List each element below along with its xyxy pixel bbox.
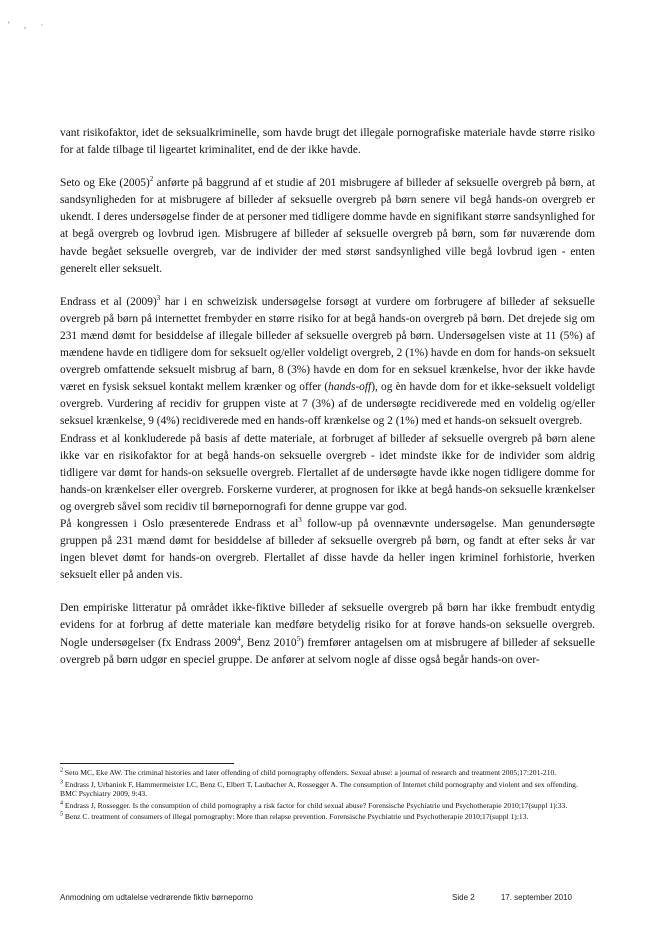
footnote-ref[interactable]: 3 — [298, 516, 302, 525]
emphasis-hands-off: hands-off — [328, 381, 372, 394]
footnote-divider — [60, 763, 234, 764]
paragraph-seto-eke: Seto og Eke $(2005)^2$ anførte på baggrund af et studie af 201 misbrugere af billeder af seksuelle overgreb på børn, at sandsynligheden for at misbrugere af billeder af seksuelle overgreb på børn senere vil begå hands-on overgreb er ukendt. I deres undersøgelse finder de at personer med tidligere domme havde en signifikant større sandsynlighed for at begå overgreb og lovbrud igen. Misbrugere af billeder af seksuelle overgreb på børn, som før nuværende dom havde begået seksuelle overgreb, var de individer der med størst sandsynlighed ville begå lovbrud igen - enten generelt eller seksuelt. — [60, 175, 595, 275]
footnote: $^5$ Benz C. treatment of consumers of illegal pornography: More than relapse prevention. Forensische Psychiatrie und Psychotherapie 2010;17(suppl 1):13. — [60, 811, 529, 822]
paragraph-endrass-conclusion: Endrass et al konkluderede på basis af dette materiale, at forbruget af billeder af seksuelle overgreb på børn alene ikke var en risikofaktor for at begå hands-on seksuelle overgreb - idet mindste ikke for de individer som aldrig tidligere var dømt for hands-on seksuelle overgreb. Flertallet af de undersøgte havde ikke nogen tidligere domme for hands-on krænkelser eller overgreb. Forskerne vurderer, at prognosen for ikke at begå hands-on seksuelle krænkelser og overgreb såvel som recidiv til børnepornografi for denne gruppe var god. — [60, 432, 595, 513]
footnote: $^4$ Endrass J, Rossegger. Is the consumption of child pornography a risk factor for child sexual abuse? Forensische Psychiatrie und Psychotherapie 2010;17(suppl 1):33. — [60, 800, 568, 810]
scan-marks: ' , · — [8, 20, 50, 30]
footnote-ref[interactable]: 4 — [237, 634, 241, 643]
document-body — [60, 125, 595, 669]
footer-title: Anmodning om udtalelse vedrørende fiktiv børneporno — [60, 893, 253, 902]
footnote: $^2$ Seto MC, Eke AW. The criminal histories and later offending of child pornography offenders. Sexual abuse: a journal of research and treatment 2005;17:201-210. — [60, 767, 557, 777]
footnote-ref[interactable]: 2 — [149, 175, 154, 184]
footer-date: 17. september 2010 — [500, 893, 572, 902]
paragraph-intro-continuation: vant risikofaktor, idet de seksualkriminelle, som havde brugt det illegale pornografiske materiale havde større risiko for at falde tilbage til ligeartet kriminalitet, end de der ikke havde. — [60, 127, 595, 157]
footnotes — [60, 768, 595, 824]
paragraph-oslo-congress: På kongressen i Oslo præsenterede Endrass et $al^3$ follow-up på ovennævnte undersøgelse. Man genundersøgte gruppen på 231 mænd dømt for besiddelse af billeder af seksuelle overgreb på børn, og fandt at efter seks år var ingen blevet dømt for hands-on overgreb. Flertallet af disse havde da heller ingen kriminel forhistorie, hverken seksuelt eller på anden vis. — [60, 516, 595, 582]
footnote-ref[interactable]: 3 — [156, 293, 161, 302]
paragraph-empirical-literature: Den empiriske litteratur på området ikke-fiktive billeder af seksuelle overgreb på børn har ikke frembudt entydig evidens for at forbrug af dette materiale kan medføre betydelig risiko for at forøve hands-on seksuelle overgreb. Nogle undersøgelser (fx Endrass 2009$^4$, Benz 2010$^5$) fremfører antagelsen om at misbrugere af billeder af seksuelle overgreb på børn udgør en speciel gruppe. De anfører at selvom nogle af disse også begår hands-on over- — [60, 602, 595, 666]
footnote-ref[interactable]: 5 — [296, 634, 301, 643]
footer-page-number: Side 2 — [452, 893, 475, 902]
page-footer — [60, 893, 572, 905]
footnote: $^3$ Endrass J, Urbaniok F, Hammermeister LC, Benz C, Elbert T, Laubacher A, Rossegger A. The consumption of Internet child pornography and violent and sex offending. BMC Psychiatry 2009, 9:43. — [60, 779, 578, 799]
paragraph-endrass-study: Endrass et al $(2009)^3$ har i en schweizisk undersøgelse forsøgt at vurdere om forbrugere af billeder af seksuelle overgreb på børn på internettet frembyder en større risiko for at begå hands-on overgreb på børn. Det drejede sig om 231 mænd dømt for besiddelse af illegale billeder af seksuelle overgreb på børn. Undersøgelsen viste at 11 (5%) af mændene havde en tidligere dom for seksuelt og/eller voldeligt overgreb, 2 (1%) havde en dom for hands-on seksuelt overgreb omfattende seksuelt misbrug af barn, 8 (3%) havde en dom for en seksuel krænkelse, hvor der ikke havde været en fysisk seksuel kontakt mellem krænker og offer (hands-off), og èn havde dom for et ikke-seksuelt voldeligt overgreb. Vurdering af recidiv for gruppen viste at 7 (3%) af de undersøgte recidiverede med en voldelig og/eller seksuel krænkelse, 9 (4%) recidiverede med en hands-off krænkelse og 2 (1%) med et hands-on seksuelt overgreb. — [60, 293, 596, 428]
